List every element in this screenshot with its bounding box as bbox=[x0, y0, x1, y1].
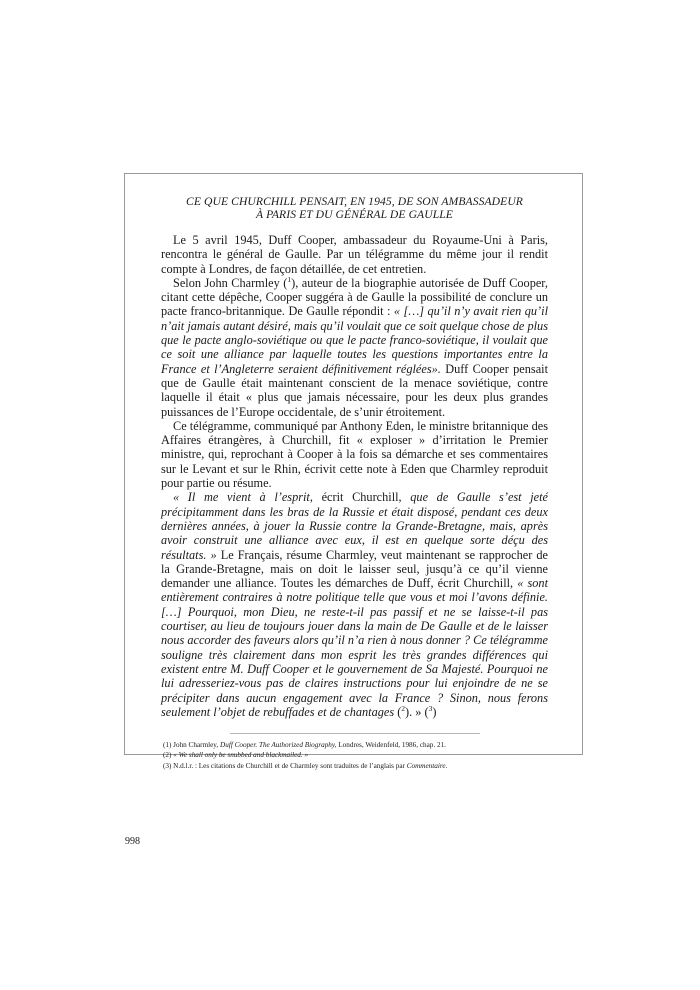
p2-text-c: Duff Cooper pensait que de Gaulle était maintenant conscient de la menace soviétique, contre laquelle il était « plus que jamais nécessaire, pour les deux plus grandes puissances de l’Europe occidentale, de s’unir étroitement. bbox=[161, 361, 548, 419]
box-content bbox=[161, 195, 548, 771]
title-line-1: CE QUE CHURCHILL PENSAIT, EN 1945, DE SON AMBASSADEUR bbox=[185, 195, 523, 208]
footnote-1 bbox=[163, 740, 548, 750]
p4-text-1: écrit Churchill, bbox=[312, 490, 411, 505]
paragraph-1: Le 5 avril 1945, Duff Cooper, ambassadeur du Royaume-Uni à Paris, rencontra le général de Gaulle. Par un télégramme du même jour il rendit compte à Londres, de façon détaillée, de cet entretien. bbox=[161, 233, 548, 276]
footnote-2-quote: « We shall only be snubbed and blackmailed. » bbox=[173, 751, 309, 760]
churchill-quote-1: « Il me vient à l’esprit, bbox=[173, 490, 313, 505]
footnote-ref-1: 1 bbox=[287, 274, 292, 284]
title-line-2: À PARIS ET DU GÉNÉRAL DE GAULLE bbox=[256, 208, 453, 221]
page-number: 998 bbox=[125, 836, 140, 847]
p4-text-4: ). » ( bbox=[405, 704, 429, 719]
footnote-ref-2: 2 bbox=[401, 703, 406, 713]
churchill-quote-3: « sont entièrement contraires à notre politique telle que vous et moi l’avons définie. […] Pourquoi, mon Dieu, ne reste-t-il pas passif et ne se laisse-t-il pas courtiser, au lieu de toujours jouer dans la main de De Gaulle et de le laisser nous accorder des faveurs alors qu’il n’a rien à nous donner ? Ce télégramme souligne très clairement dans mon esprit les très grandes différences qui existent entre M. Duff Cooper et le gouvernement de Sa Majesté. Pourquoi ne lui adresseriez-vous pas de claires instructions pour lui enjoindre de ne se précipiter dans aucun engagement avec la France ? Sinon, nous ferons seulement l’objet de rebuffades et de chantages bbox=[161, 576, 548, 719]
de-gaulle-quote: « […] qu’il n’y avait rien qu’il n’ait jamais autant désiré, mais qu’il voulait que ce soit quelque chose de plus que le pacte anglo-soviétique ou que le pacte franco-soviétique, il voulait que ce soit une alliance par laquelle toutes les questions importantes entre la France et l’Angleterre seraient définitivement réglées». bbox=[161, 304, 548, 376]
footnote-1-book-title: Duff Cooper. The Authorized Biography, bbox=[220, 741, 337, 750]
footnote-3-journal: Commentaire. bbox=[406, 761, 448, 770]
p2-text-b: ), auteur de la biographie autorisée de Duff Cooper, citant cette dépêche, Cooper suggéra à de Gaulle la possibilité de conclure un pacte franco-britannique. De Gaulle répondit : bbox=[161, 275, 548, 319]
paragraph-2 bbox=[161, 276, 548, 419]
footnote-1-publisher: Londres, Weidenfeld, 1986, chap. 21. bbox=[336, 741, 446, 750]
p2-text-a: Selon John Charmley ( bbox=[173, 275, 288, 290]
p4-text-3: ( bbox=[394, 704, 402, 719]
footnote-2 bbox=[163, 750, 548, 760]
footnote-ref-3: 3 bbox=[428, 703, 433, 713]
churchill-quote-2: que de Gaulle s’est jeté précipitamment dans les bras de la Russie et était disposé, pendant ces deux dernières années, à jouer la Russie contre la Grande-Bretagne, mais, après avoir construit une alliance avec eux, il est en quelque sorte déçu des résultats. » bbox=[161, 490, 549, 562]
footnote-2-number: (2) bbox=[163, 751, 174, 760]
box-title bbox=[161, 195, 548, 221]
p4-text-5: ) bbox=[432, 704, 437, 719]
footnote-1-text: (1) John Charmley, bbox=[163, 741, 221, 750]
footnote-3 bbox=[163, 761, 548, 771]
sidebar-box bbox=[124, 173, 583, 770]
paragraph-3: Ce télégramme, communiqué par Anthony Eden, le ministre britannique des Affaires étrangères, à Churchill, fit « exploser » d’irritation le Premier ministre, qui, reprochant à Cooper à la fois sa démarche et ses commentaires sur le Levant et sur le Rhin, écrivit cette note à Eden que Charmley reproduit pour partie ou résume. bbox=[161, 418, 548, 491]
p4-text-2: Le Français, résume Charmley, veut maintenant se rapprocher de la Grande-Bretagne, mais on doit le laisser seul, jusqu’à ce qu’il vienne demander une alliance. Toutes les démarches de Duff, écrit Churchill, bbox=[161, 547, 548, 591]
footnote-3-text: (3) N.d.l.r. : Les citations de Churchill et de Charmley sont traduites de l’anglais par bbox=[163, 761, 407, 770]
paragraph-4 bbox=[161, 490, 548, 719]
footnote-divider bbox=[230, 733, 480, 734]
